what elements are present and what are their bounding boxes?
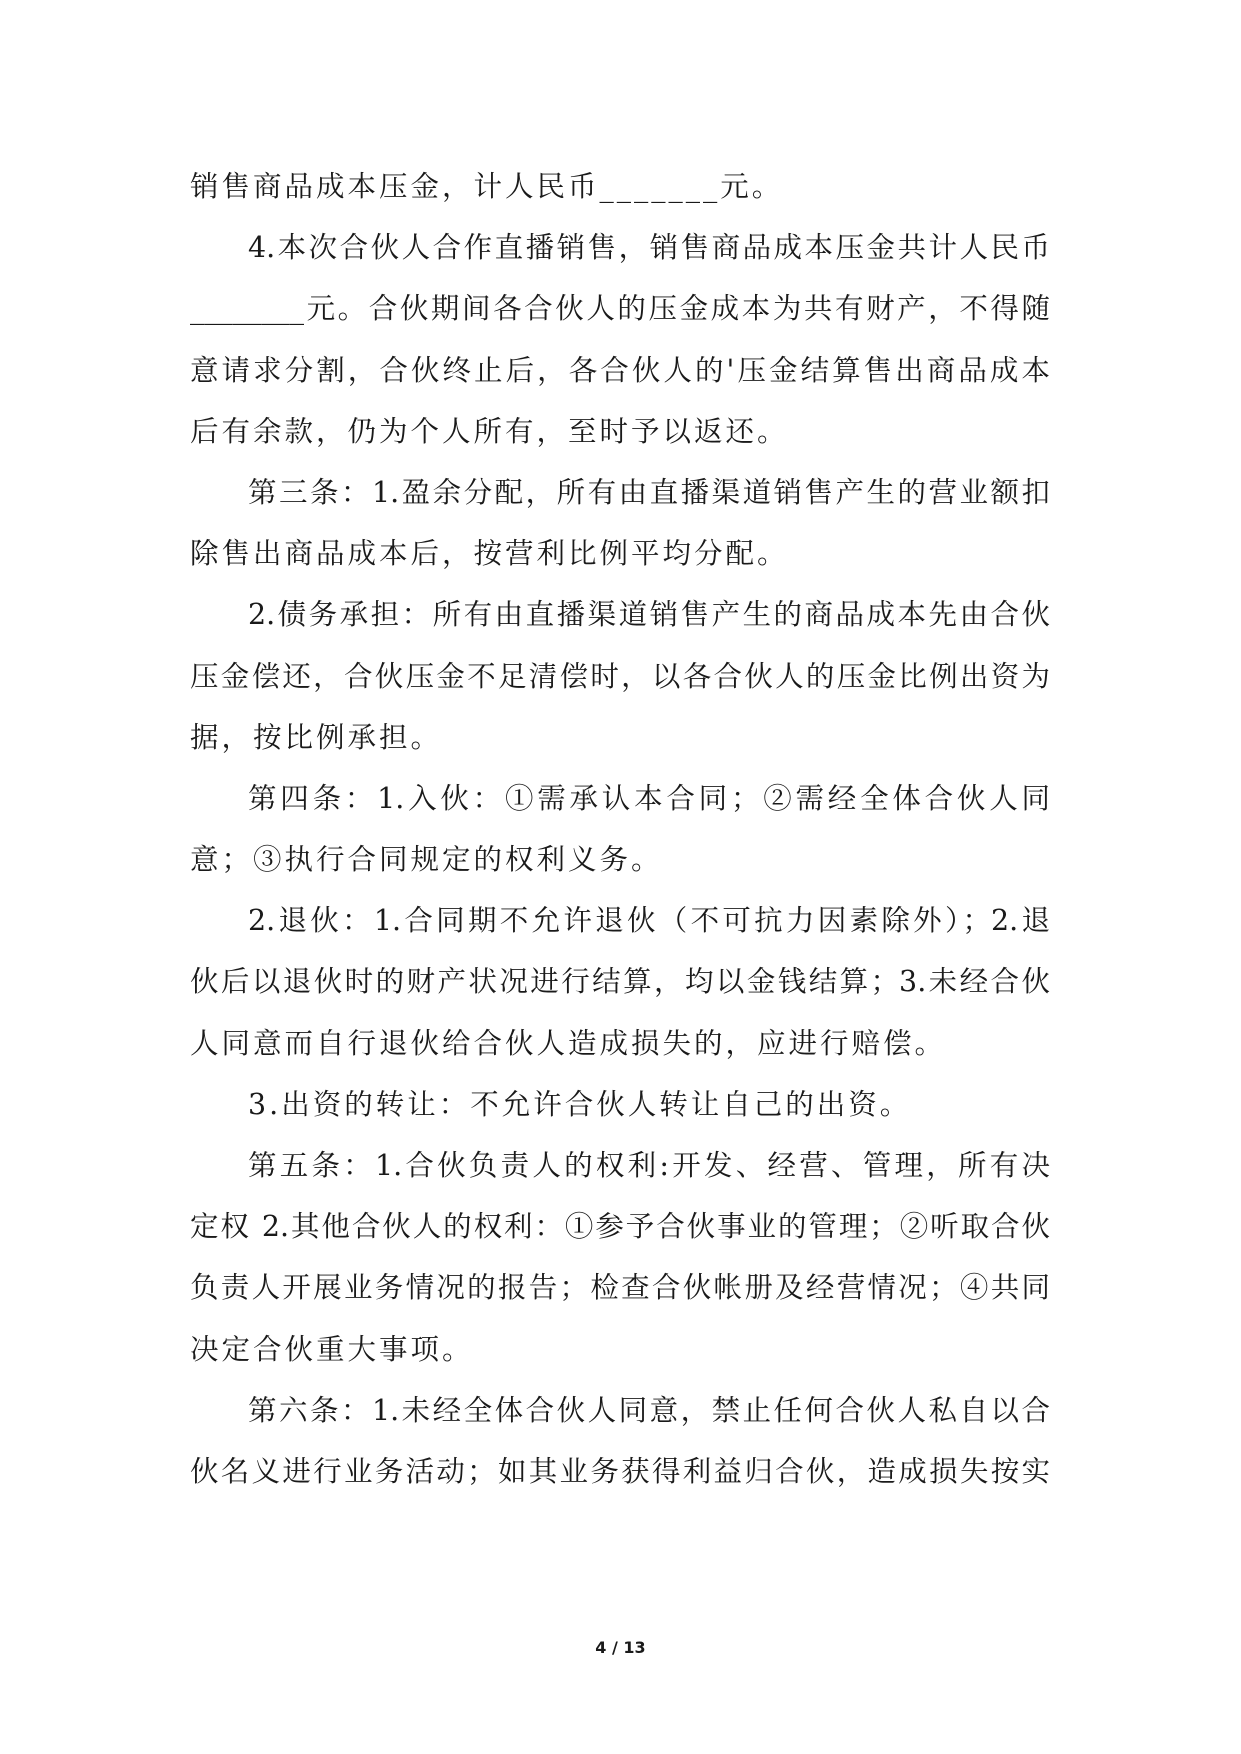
text-line: 第四条：1.入伙：①需承认本合同；②需经全体合伙人同 <box>248 781 1050 815</box>
text-line: 除售出商品成本后，按营利比例平均分配。 <box>190 537 789 571</box>
text-line: 据，按比例承担。 <box>190 720 443 754</box>
text-line: 2.债务承担：所有由直播渠道销售产生的商品成本先由合伙 <box>248 598 1050 632</box>
text-line: 第三条：1.盈余分配，所有由直播渠道销售产生的营业额扣 <box>248 475 1050 509</box>
text-line: 第五条：1.合伙负责人的权利:开发、经营、管理，所有决 <box>248 1149 1050 1182</box>
text-line: 负责人开展业务情况的报告；检查合伙帐册及经营情况；④共同 <box>190 1271 1050 1305</box>
text-line: 压金偿还，合伙压金不足清偿时，以各合伙人的压金比例出资为 <box>190 659 1050 693</box>
text-line: 4.本次合伙人合作直播销售，销售商品成本压金共计人民币 <box>248 231 1050 265</box>
text-line: 意请求分割，合伙终止后，各合伙人的'压金结算售出商品成本 <box>190 353 1050 387</box>
page-number: 4 / 13 <box>595 1638 646 1657</box>
text-line: 销售商品成本压金，计人民币_______元。 <box>190 170 784 203</box>
text-line: 第六条：1.未经全体合伙人同意，禁止任何合伙人私自以合 <box>248 1393 1050 1427</box>
text-line: 2.退伙：1.合同期不允许退伙（不可抗力因素除外）；2.退 <box>248 904 1050 938</box>
text-line: 定权 2.其他合伙人的权利：①参予合伙事业的管理；②听取合伙 <box>190 1210 1050 1244</box>
text-line: 伙名义进行业务活动；如其业务获得利益归合伙，造成损失按实 <box>190 1454 1050 1488</box>
text-line: 人同意而自行退伙给合伙人造成损失的，应进行赔偿。 <box>190 1026 947 1060</box>
text-line: 决定合伙重大事项。 <box>190 1332 474 1366</box>
text-line: 后有余款，仍为个人所有，至时予以返还。 <box>190 414 789 448</box>
text-line: ________元。合伙期间各合伙人的压金成本为共有财产，不得随 <box>190 292 1050 326</box>
document-body <box>190 156 1050 1502</box>
text-line: 伙后以退伙时的财产状况进行结算，均以金钱结算；3.未经合伙 <box>190 965 1050 999</box>
text-line: 意；③执行合同规定的权利义务。 <box>190 843 663 877</box>
text-line: 3.出资的转让：不允许合伙人转让自己的出资。 <box>248 1087 912 1121</box>
